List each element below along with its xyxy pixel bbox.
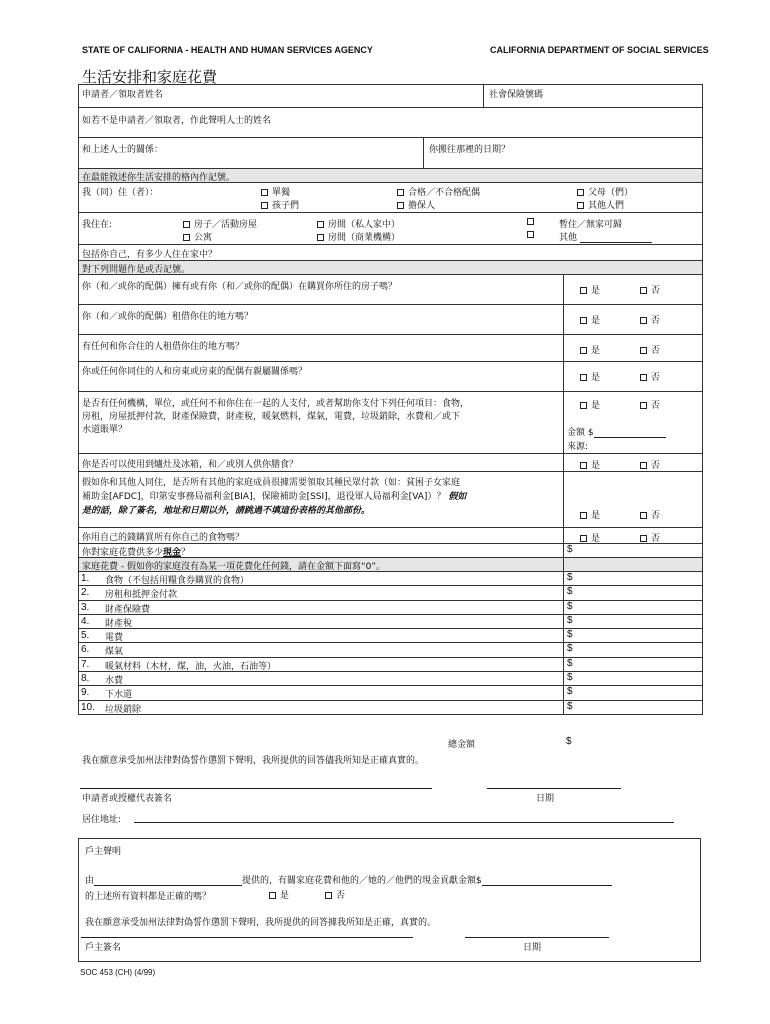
signature-line[interactable]	[80, 788, 432, 789]
agency-left: STATE OF CALIFORNIA - HEALTH AND HUMAN SERVICES AGENCY	[82, 45, 373, 55]
expense-label: 水費	[105, 676, 124, 687]
opt-spouse[interactable]: 合格／不合格配偶	[397, 185, 480, 198]
q7-no[interactable]: 否	[640, 508, 660, 521]
expense-label: 垃圾銷除	[105, 704, 142, 715]
checkbox[interactable]	[580, 402, 587, 409]
checkbox[interactable]	[183, 234, 190, 241]
expense-amount[interactable]: $	[567, 614, 573, 626]
expense-label: 財產稅	[105, 618, 133, 629]
row-q8: 你用自己的錢購買所有你自己的食物嗎？ 是 否	[79, 528, 702, 544]
opt-other-label: 其他	[559, 230, 652, 243]
q6-yes[interactable]: 是	[580, 458, 600, 471]
form-title: 生活安排和家庭花費	[82, 68, 218, 86]
householder-title: 戶主聲明	[85, 847, 122, 857]
expense-list	[79, 572, 702, 715]
q4-no[interactable]: 否	[640, 370, 660, 383]
q5-no[interactable]: 否	[640, 398, 660, 411]
q3-no[interactable]: 否	[640, 343, 660, 356]
amount-field[interactable]: 金額 $	[567, 425, 666, 438]
expense-row	[79, 615, 702, 629]
row-q6: 你是否可以使用到爐灶及冰箱，和／或別人供你膳食？ 是 否	[79, 454, 702, 472]
checkbox[interactable]	[580, 512, 587, 519]
source-label: 來源:	[567, 442, 589, 452]
expense-amount[interactable]: $	[567, 643, 573, 655]
checkbox[interactable]	[580, 535, 587, 542]
checkbox[interactable]	[580, 287, 587, 294]
declarant-name-label: 如若不是申請者／領取者，作此聲明人士的姓名	[82, 116, 272, 126]
row-household-count: 包括你自己，有多少人住在家中？	[79, 245, 702, 261]
agency-right: CALIFORNIA DEPARTMENT OF SOCIAL SERVICES	[490, 45, 709, 55]
live-with-label: 我（同）住（者）：	[82, 188, 159, 198]
q8-yes[interactable]: 是	[580, 531, 600, 544]
main-form	[78, 84, 703, 715]
checkbox[interactable]	[577, 189, 584, 196]
expense-amount[interactable]: $	[567, 657, 573, 669]
relationship-label: 和上述人士的關係：	[82, 145, 164, 155]
householder-declaration: 我在願意承受加州法律對偽誓作懲罰下聲明，我所提供的回答據我所知是正確，真實的。	[85, 918, 437, 928]
expense-num: 2.	[81, 587, 90, 599]
form-id: SOC 453 (CH) (4/99)	[80, 968, 156, 977]
address-label: 居住地址:	[82, 815, 122, 825]
checkbox[interactable]	[640, 512, 647, 519]
checkbox[interactable]	[183, 221, 190, 228]
householder-signature-label: 戶主簽名	[85, 943, 122, 953]
q8-no[interactable]: 否	[640, 531, 660, 544]
expense-row	[79, 586, 702, 600]
checkbox[interactable]	[577, 202, 584, 209]
move-date-label: 你搬往那裡的日期？	[429, 145, 511, 155]
expense-label: 房租和抵押金付款	[105, 590, 178, 601]
expense-amount[interactable]: $	[567, 700, 573, 712]
expense-row	[79, 643, 702, 657]
checkbox[interactable]	[580, 317, 587, 324]
opt-homeless-box[interactable]	[527, 217, 538, 227]
q1-yes[interactable]: 是	[580, 283, 600, 296]
checkbox[interactable]	[580, 374, 587, 381]
householder-date-line[interactable]	[465, 937, 609, 938]
householder-box	[78, 838, 701, 962]
householder-yes[interactable]: 是	[269, 888, 289, 901]
checkbox[interactable]	[269, 892, 276, 899]
cash-amount[interactable]: $	[567, 544, 573, 555]
expense-label: 財產保險費	[105, 604, 151, 615]
householder-signature-line[interactable]	[81, 937, 413, 938]
expense-label: 下水道	[105, 690, 133, 701]
q7-yes[interactable]: 是	[580, 508, 600, 521]
expense-row	[79, 572, 702, 586]
expense-amount[interactable]: $	[567, 586, 573, 598]
applicant-name-label: 申請者／領取者姓名	[82, 90, 164, 100]
checkbox[interactable]	[261, 202, 268, 209]
householder-no[interactable]: 否	[325, 888, 345, 901]
q4-yes[interactable]: 是	[580, 370, 600, 383]
declaration-text: 我在願意承受加州法律對偽誓作懲罰下聲明，我所提供的回答儘我所知是正確真實的。	[82, 756, 425, 766]
living-instruction: 在最能敘述你生活安排的格內作記號。	[79, 169, 702, 183]
checkbox[interactable]	[640, 374, 647, 381]
total-label: 總金額	[448, 740, 476, 750]
expense-row	[79, 601, 702, 615]
date-label: 日期	[536, 794, 555, 804]
householder-question: 的上述所有資料都是正確的嗎？	[85, 892, 212, 902]
checkbox[interactable]	[640, 535, 647, 542]
checkbox[interactable]	[640, 402, 647, 409]
opt-others[interactable]: 其他人們	[577, 198, 624, 211]
checkbox[interactable]	[580, 462, 587, 469]
row-q1: 你（和／或你的配偶）擁有或有你（和／或你的配偶）在購買你所住的房子嗎？ 是 否	[79, 275, 702, 305]
expenses-instruction: 家庭花費 - 假如你的家庭沒有為某一項花費化任何錢，請在金額下面寫“0”。	[79, 558, 702, 572]
opt-other-box[interactable]	[527, 230, 538, 240]
total-amount[interactable]: $	[566, 736, 572, 747]
expense-num: 7.	[81, 658, 90, 670]
row-live-with	[79, 183, 702, 213]
q1-no[interactable]: 否	[640, 283, 660, 296]
opt-guardian[interactable]: 擔保人	[397, 198, 435, 211]
q6-no[interactable]: 否	[640, 458, 660, 471]
expense-amount[interactable]: $	[567, 600, 573, 612]
expense-num: 4.	[81, 615, 90, 627]
expense-row	[79, 701, 702, 715]
opt-house[interactable]: 房子／活動房屋	[183, 217, 257, 230]
expense-amount[interactable]: $	[567, 572, 573, 583]
expense-num: 9.	[81, 687, 90, 699]
checkbox[interactable]	[397, 189, 404, 196]
q3-yes[interactable]: 是	[580, 343, 600, 356]
checkbox[interactable]	[325, 892, 332, 899]
checkbox[interactable]	[640, 347, 647, 354]
expense-label: 煤氣	[105, 647, 124, 658]
q5-yes[interactable]: 是	[580, 398, 600, 411]
checkbox[interactable]	[640, 462, 647, 469]
row-relationship	[79, 138, 702, 169]
expense-row	[79, 629, 702, 643]
opt-alone[interactable]: 單獨	[261, 185, 290, 198]
checkbox[interactable]	[640, 287, 647, 294]
opt-children[interactable]: 孩子們	[261, 198, 299, 211]
signature-label: 申請者或授權代表簽名	[82, 794, 173, 804]
expense-amount[interactable]: $	[567, 686, 573, 698]
checkbox[interactable]	[527, 231, 534, 238]
expense-label: 食物（不包括用糧食券購買的食物）	[105, 576, 250, 586]
date-line[interactable]	[487, 788, 621, 789]
row-q7: 假如你和其他人同住，是否所有其他的家庭成員很據需要領取其種民眾付款（如：貧困子女家庭 補助金[AFDC]，印第安事務局福利金[BIA]，保險補助金[SSI]，退役軍人局福利金[VA]）？ 假如 是的話，除了簽名，地址和日期以外，請跳過不填這份表格的其他部份。 是 否	[79, 472, 702, 528]
address-line[interactable]	[134, 822, 674, 823]
checkbox[interactable]	[527, 218, 534, 225]
checkbox[interactable]	[640, 317, 647, 324]
row-declarant	[79, 108, 702, 138]
expense-num: 6.	[81, 644, 90, 656]
q2-no[interactable]: 否	[640, 313, 660, 326]
opt-parents[interactable]: 父母（們）	[577, 185, 633, 198]
checkbox[interactable]	[397, 202, 404, 209]
checkbox[interactable]	[580, 347, 587, 354]
expense-amount[interactable]: $	[567, 629, 573, 641]
expense-num: 1.	[81, 573, 90, 584]
householder-by: 由 提供的，有關家庭花費和他的／她的／他們的現金貢獻金額$	[85, 873, 612, 886]
opt-room-commercial[interactable]: 房間（商業機構）	[317, 230, 400, 243]
expense-num: 3.	[81, 601, 90, 613]
expense-num: 8.	[81, 673, 90, 685]
expense-num: 5.	[81, 630, 90, 642]
expense-label: 電費	[105, 633, 124, 644]
row-q9: 你對家庭花費供多少現金？ $	[79, 544, 702, 558]
row-q3: 有任何和你合住的人租借你住的地方嗎？ 是 否	[79, 335, 702, 362]
expense-row	[79, 658, 702, 672]
expense-row	[79, 672, 702, 686]
live-in-label: 我住在:	[82, 220, 113, 230]
checkbox[interactable]	[261, 189, 268, 196]
row-q4: 你或任何你同住的人和房東或房東的配偶有親屬關係嗎？ 是 否	[79, 362, 702, 392]
expense-label: 暖氣材料（木材，煤，油，火油，石油等）	[105, 661, 277, 672]
ssn-label: 社會保險號碼	[489, 90, 544, 100]
row-q5: 是否有任何機構，單位，或任何不和你住在一起的人支付，或者幫助你支付下列任何項目：食物， 房租，房屋抵押付款，財產保險費，財產稅，暖氣燃料，煤氣，電費，垃圾銷除，水費和／或下 水道賬單？ 是 否 金額 $ 來源:	[79, 392, 702, 454]
expense-amount[interactable]: $	[567, 672, 573, 684]
expense-num: 10.	[81, 701, 95, 713]
householder-date-label: 日期	[523, 943, 542, 953]
row-q2: 你（和／或你的配偶）租借你住的地方嗎？ 是 否	[79, 305, 702, 335]
expense-row	[79, 686, 702, 700]
opt-room-private[interactable]: 房間（私人家中）	[317, 217, 400, 230]
opt-homeless-label: 暫住／無家可歸	[559, 220, 623, 230]
checkbox[interactable]	[317, 234, 324, 241]
row-live-in	[79, 213, 702, 245]
checkbox[interactable]	[317, 221, 324, 228]
opt-apartment[interactable]: 公寓	[183, 230, 212, 243]
row-applicant	[79, 85, 702, 108]
questions-instruction: 對下列問題作是或否記號。	[79, 261, 702, 275]
q2-yes[interactable]: 是	[580, 313, 600, 326]
